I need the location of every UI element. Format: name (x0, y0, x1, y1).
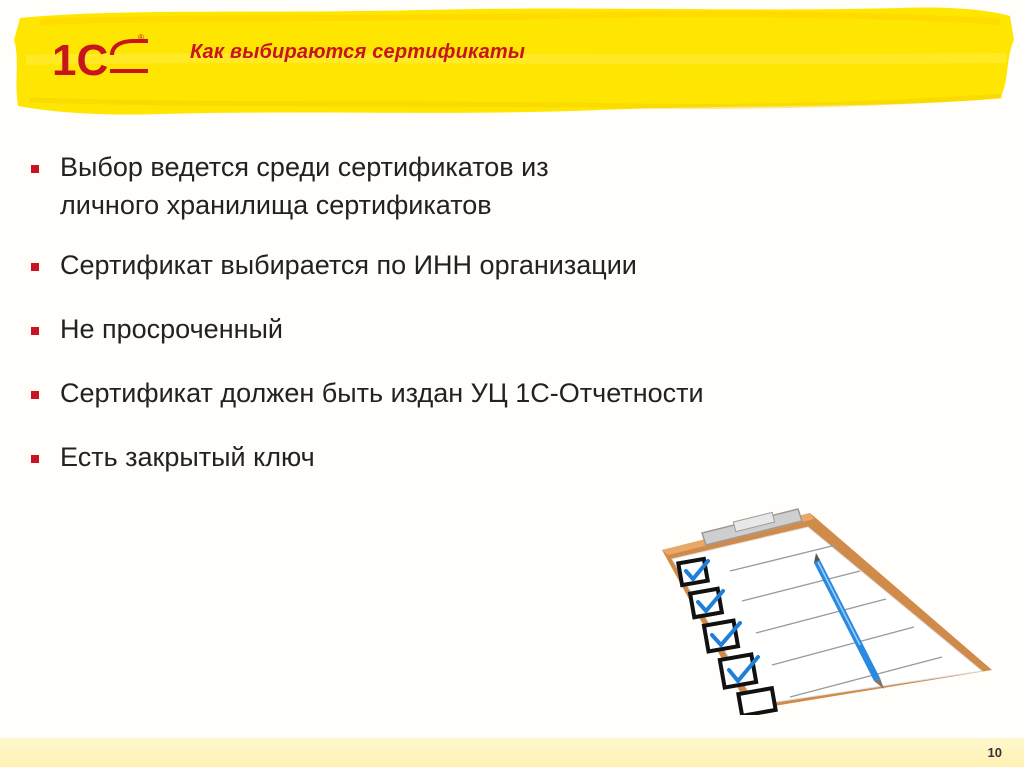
square-bullet-icon (31, 455, 39, 463)
bullet-text-line: личного хранилища сертификатов (60, 190, 492, 220)
header-brush-stroke (0, 0, 1024, 140)
square-bullet-icon (31, 165, 39, 173)
bullet-text: Сертификат выбирается по ИНН организации (60, 250, 637, 280)
bullet-item (30, 310, 850, 348)
bullet-item (30, 374, 850, 412)
logo-text: 1С (52, 36, 109, 81)
square-bullet-icon (31, 391, 39, 399)
bullet-item (30, 246, 850, 284)
bullet-item (30, 148, 850, 224)
bullet-list (30, 148, 850, 476)
clipboard-checklist-icon (660, 505, 1000, 715)
square-bullet-icon (31, 327, 39, 335)
footer-strip (0, 738, 1024, 767)
bullet-text: Не просроченный (60, 314, 284, 344)
1c-logo (50, 33, 150, 81)
bullet-text-line: Выбор ведется среди сертификатов из (60, 152, 549, 182)
bullet-text: Сертификат должен быть издан УЦ 1С-Отчетности (60, 378, 704, 408)
page-number: 10 (987, 745, 1002, 760)
bullet-text: Есть закрытый ключ (60, 442, 315, 472)
slide-title: Как выбираются сертификаты (190, 41, 526, 63)
logo-mark: ® (138, 33, 144, 42)
square-bullet-icon (31, 263, 39, 271)
bullet-item (30, 438, 850, 476)
